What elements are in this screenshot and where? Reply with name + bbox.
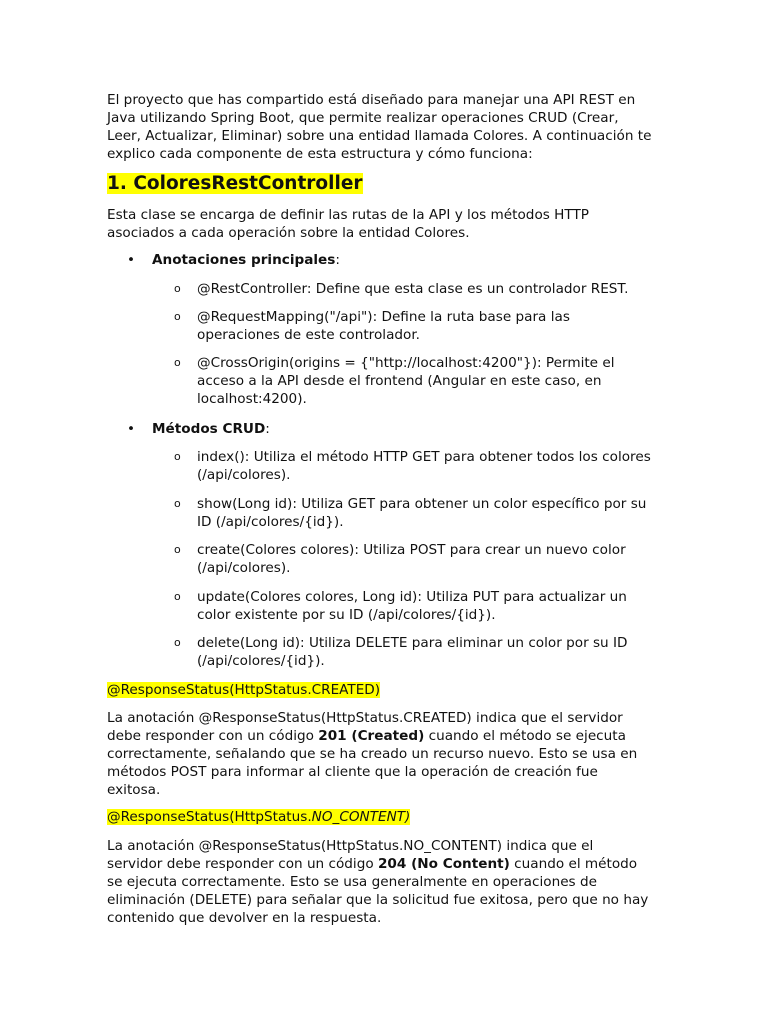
paragraph-line: eliminación (DELETE) para señalar que la solicitud fue exitosa, pero que no hay (107, 892, 649, 908)
nocontent-label-text (107, 809, 410, 825)
item-text (197, 541, 667, 577)
sub-bullet-glyph: o (174, 543, 181, 556)
bullet-glyph: • (127, 252, 136, 268)
item-line: update(Colores colores, Long id): Utiliza PUT para actualizar un (197, 589, 627, 605)
sub-bullet-glyph: o (174, 590, 181, 603)
created-annotation-label (107, 681, 380, 699)
item-text (197, 588, 667, 624)
item-line: operaciones de este controlador. (197, 327, 421, 343)
intro-line: El proyecto que has compartido está diseñado para manejar una API REST en (107, 92, 636, 108)
bullet-label (152, 420, 270, 438)
item-text (197, 634, 667, 670)
item-line: (/api/colores). (197, 560, 291, 576)
line-segment: servidor debe responder con un código (107, 856, 378, 872)
sub-bullet-glyph: o (174, 356, 181, 369)
paragraph-line: métodos POST para informar al cliente que la operación de creación fue (107, 764, 598, 780)
bullet-label (152, 251, 340, 269)
paragraph-line: La anotación @ResponseStatus(HttpStatus.NO_CONTENT) indica que el (107, 838, 594, 854)
bullet-label-bold: Métodos CRUD (152, 421, 266, 437)
label-segment: @ResponseStatus(HttpStatus. (107, 809, 312, 825)
item-text (197, 354, 667, 408)
item-line: @CrossOrigin(origins = {"http://localhost:4200"}): Permite el (197, 355, 615, 371)
sub-bullet-glyph: o (174, 282, 181, 295)
item-text (197, 280, 667, 298)
paragraph-line: exitosa. (107, 782, 161, 798)
section-heading-text: 1. ColoresRestController (107, 173, 363, 194)
paragraph-line: correctamente, señalando que se ha creado un recurso nuevo. Esto se usa en (107, 746, 638, 762)
paragraph-line (107, 855, 667, 873)
nocontent-annotation-label (107, 808, 410, 826)
intro-paragraph (107, 91, 667, 163)
item-line: create(Colores colores): Utiliza POST para crear un nuevo color (197, 542, 626, 558)
label-italic-segment: NO_CONTENT) (311, 809, 411, 825)
bullet-colon: : (335, 252, 340, 268)
sub-bullet-glyph: o (174, 497, 181, 510)
item-line: index(): Utiliza el método HTTP GET para obtener todos los colores (197, 449, 651, 465)
item-line: acceso a la API desde el frontend (Angular en este caso, en (197, 373, 602, 389)
bullet-glyph: • (127, 421, 136, 437)
paragraph-line (107, 727, 667, 745)
line-segment: cuando el método (509, 856, 638, 872)
item-line: @RequestMapping("/api"): Define la ruta base para las (197, 309, 570, 325)
intro-line: explico cada componente de esta estructura y cómo funciona: (107, 146, 533, 162)
item-line: color existente por su ID (/api/colores/{id}). (197, 607, 496, 623)
line-segment: cuando el método se ejecuta (424, 728, 626, 744)
paragraph-line: La anotación @ResponseStatus(HttpStatus.CREATED) indica que el servidor (107, 710, 623, 726)
paragraph-line: contenido que devolver en la respuesta. (107, 910, 382, 926)
section-heading (107, 172, 363, 196)
nocontent-paragraph (107, 837, 667, 927)
bullet-colon: : (265, 421, 270, 437)
sub-bullet-glyph: o (174, 450, 181, 463)
item-line: delete(Long id): Utiliza DELETE para eliminar un color por su ID (197, 635, 628, 651)
item-text (197, 448, 667, 484)
status-code-201: 201 (Created) (318, 728, 425, 744)
created-label-text: @ResponseStatus(HttpStatus.CREATED) (107, 682, 381, 698)
line-segment: debe responder con un código (107, 728, 319, 744)
sub-bullet-glyph: o (174, 310, 181, 323)
status-code-204: 204 (No Content) (377, 856, 510, 872)
sub-bullet-glyph: o (174, 636, 181, 649)
paragraph-line: se ejecuta correctamente. Esto se usa generalmente en operaciones de (107, 874, 597, 890)
intro-line: Leer, Actualizar, Eliminar) sobre una entidad llamada Colores. A continuación te (107, 128, 652, 144)
description-line: Esta clase se encarga de definir las rutas de la API y los métodos HTTP (107, 207, 589, 223)
bullet-label-bold: Anotaciones principales (152, 252, 336, 268)
item-text (197, 495, 667, 531)
created-paragraph (107, 709, 667, 799)
item-line: (/api/colores). (197, 467, 291, 483)
item-line: ID (/api/colores/{id}). (197, 514, 344, 530)
item-line: localhost:4200). (197, 391, 307, 407)
item-line: (/api/colores/{id}). (197, 653, 325, 669)
description-line: asociados a cada operación sobre la entidad Colores. (107, 225, 470, 241)
item-text (197, 308, 667, 344)
section-description (107, 206, 667, 242)
item-line: @RestController: Define que esta clase es un controlador REST. (197, 281, 629, 297)
intro-line: Java utilizando Spring Boot, que permite realizar operaciones CRUD (Crear, (107, 110, 619, 126)
item-line: show(Long id): Utiliza GET para obtener un color específico por su (197, 496, 647, 512)
